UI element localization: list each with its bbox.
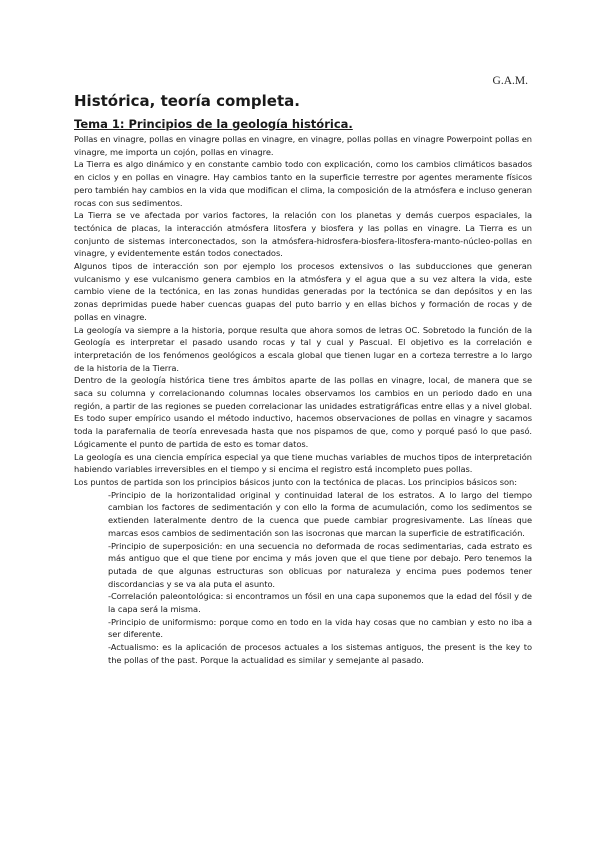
document-body [74,92,532,667]
document-title: Histórica, teoría completa. [74,92,300,110]
paragraph-starting-points: Los puntos de partida son los principios básicos junto con la tectónica de placas. Los principios básicos son: [74,476,517,487]
paragraph-factors: La Tierra se ve afectada por varios factores, la relación con los planetas y demás cuerpos espaciales, la tectónica de placas, la interacción atmósfera litosfera y biosfera y las pollas en vinagre. La Tierra es un conjunto de sistemas interconectados, son la atmósfera-hidrosfera-biosfera-litosfera-manto-núcleo-pollas en vinagre, y evidentemente están todos conectados. [74,210,532,259]
section-title: Tema 1: Principios de la geología histórica. [74,117,353,131]
list-item: -Correlación paleontológica: si encontramos un fósil en una capa suponemos que la edad del fósil y de la capa será la misma. [108,591,532,615]
list-item: -Principio de superposición: en una secuencia no deformada de rocas sedimentarias, cada estrato es más antiguo que el que tiene por encima y más joven que el que tiene por debajo. Pero tenemos la putada de que algunas estructuras son oblicuas por naturaleza y encima pues podemos tener discordancias y se va ala puta el asunto. [108,540,532,589]
list-item: -Principio de la horizontalidad original y continuidad lateral de los estratos. A lo largo del tiempo cambian los factores de sedimentación y con ello la forma de acumulación, como los sedimentos se extienden lateralmente dentro de la cuenca que puede cambiar progresivamente. Las líneas que marcas esos cambios de sedimentación son las isocronas que marcan la superficie de estratificación. [108,489,532,538]
list-item: -Principio de uniformismo: porque como en todo en la vida hay cosas que no cambian y esto no iba a ser diferente. [108,616,532,640]
paragraph-geology-function: La geología va siempre a la historia, porque resulta que ahora somos de letras OC. Sobretodo la función de la Geología es interpretar el pasado usando rocas y tal y cual y Pascual. El objetivo es la correlación e interpretación de los fenómenos geológicos a escala global que tienen lugar en a corteza terrestre a lo largo de la historia de la Tierra. [74,324,532,373]
paragraph-interactions: Algunos tipos de interacción son por ejemplo los procesos extensivos o las subducciones que generan vulcanismo y ese vulcanismo genera cambios en la atmósfera y el agua que a su vez altera la vida, este cambio viene de la tectónica, en las zonas hundidas generadas por la tectónica se dan depósitos y en las zonas deprimidas puede haber cuencas guapas del puto barrio y en ellas bichos y formación de rocas y de pollas en vinagre. [74,261,532,322]
paragraph-empirical-science: La geología es una ciencia empírica especial ya que tiene muchas variables de muchos tipos de interpretación habiendo variables irreversibles en el tiempo y si encima el registro está incompleto pues pollas. [74,451,532,475]
paragraph-dynamic-earth: La Tierra es algo dinámico y en constante cambio todo con explicación, como los cambios climáticos basados en ciclos y en pollas en vinagre. Hay cambios tanto en la superficie terrestre por agentes meramente físicos pero también hay cambios en la vida que modifican el clima, la composición de la atmósfera e incluso generan rocas con sus sedimentos. [74,159,532,208]
paragraph-intro: Pollas en vinagre, pollas en vinagre pollas en vinagre, en vinagre, pollas pollas en vinagre Powerpoint pollas en vinagre, me importa un cojón, pollas en vinagre. [74,134,532,157]
author-initials: G.A.M. [492,75,528,87]
list-item: -Actualismo: es la aplicación de procesos actuales a los sistemas antiguos, the present is the key to the pollas of the past. Porque la actualidad es similar y semejante al pasado. [108,642,532,665]
paragraph-scopes: Dentro de la geología histórica tiene tres ámbitos aparte de las pollas en vinagre, local, de manera que se saca su columna y correlacionando columnas locales observamos los cambios en un periodo dado en una región, a partir de las regiones se pueden correlacionar las unidades estratigráficas entre ellas y a nivel global. Es todo super empírico usando el método inductivo, hacemos observaciones de pollas en vinagre y sacamos toda la parafernalia de teoría enrevesada hasta que nos pispamos de que, como y porqué pasó lo que pasó. Lógicamente el punto de partida de esto es tomar datos. [74,375,532,449]
principles-list [108,489,532,667]
